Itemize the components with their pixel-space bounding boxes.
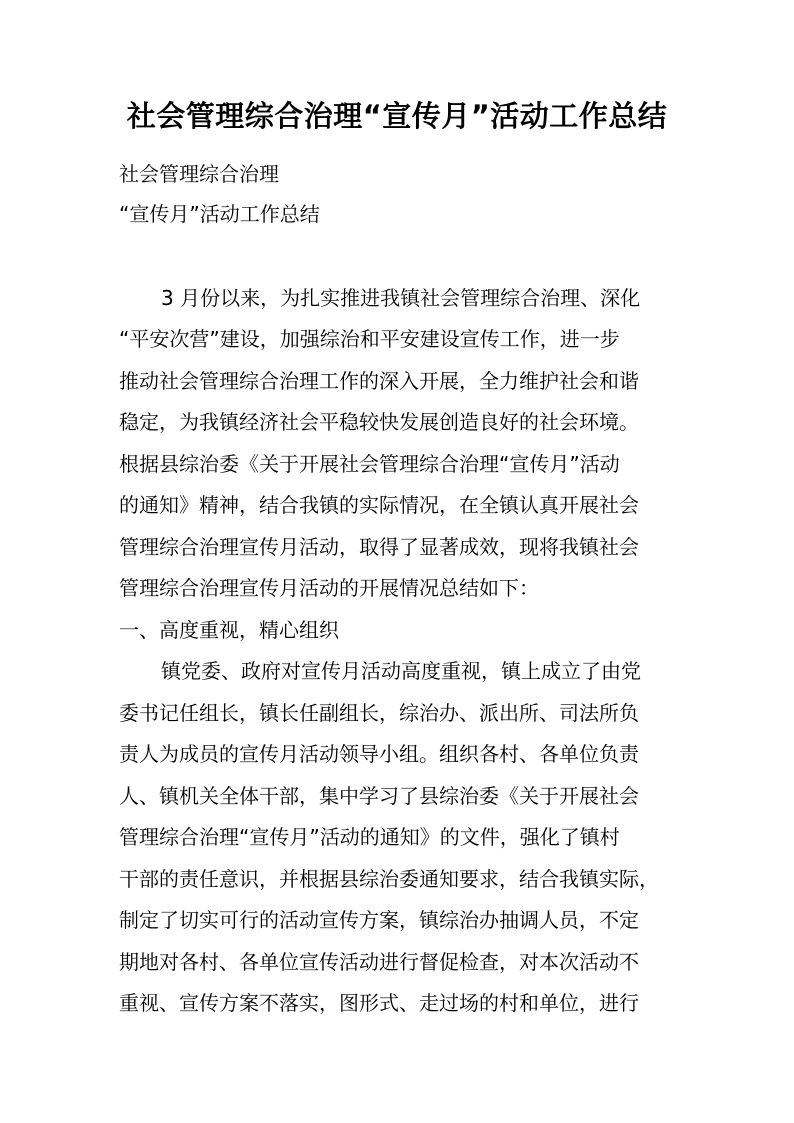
paragraph2-line: 期地对各村、各单位宣传活动进行督促检查，对本次活动不	[119, 950, 639, 974]
paragraph1-line: 推动社会管理综合治理工作的深入开展，全力维护社会和谐	[119, 369, 639, 393]
paragraph2-line: 责人为成员的宣传月活动领导小组。组织各村、各单位负责	[119, 742, 639, 766]
paragraph2-line: 管理综合治理“宣传月”活动的通知》的文件，强化了镇村	[119, 825, 620, 849]
paragraph1-line: 的通知》精神，结合我镇的实际情况，在全镇认真开展社会	[119, 493, 639, 517]
paragraph1-line: 管理综合治理宣传月活动的开展情况总结如下：	[119, 576, 539, 600]
subtitle-line-1: 社会管理综合治理	[119, 162, 279, 186]
paragraph1-line: 稳定，为我镇经济社会平稳较快发展创造良好的社会环境。	[119, 410, 639, 434]
paragraph2-line: 镇党委、政府对宣传月活动高度重视，镇上成立了由党	[161, 659, 641, 683]
paragraph2-line: 干部的责任意识，并根据县综治委通知要求，结合我镇实际，	[119, 867, 659, 891]
paragraph2-line: 人、镇机关全体干部，集中学习了县综治委《关于开展社会	[119, 784, 639, 808]
document-title: 社会管理综合治理“宣传月”活动工作总结	[126, 99, 668, 133]
paragraph1-line: 3 月份以来，为扎实推进我镇社会管理综合治理、深化	[161, 286, 641, 310]
paragraph1-line: 根据县综治委《关于开展社会管理综合治理“宣传月”活动	[119, 452, 620, 476]
section-heading: 一、高度重视，精心组织	[119, 618, 339, 642]
paragraph1-line: “平安次营”建设，加强综治和平安建设宣传工作，进一步	[119, 327, 620, 351]
paragraph2-line: 制定了切实可行的活动宣传方案，镇综治办抽调人员，不定	[119, 908, 639, 932]
paragraph2-line: 委书记任组长，镇长任副组长，综治办、派出所、司法所负	[119, 701, 639, 725]
subtitle-line-2: “宣传月”活动工作总结	[119, 202, 320, 226]
paragraph1-line: 管理综合治理宣传月活动，取得了显著成效，现将我镇社会	[119, 535, 639, 559]
paragraph2-line: 重视、宣传方案不落实，图形式、走过场的村和单位，进行	[119, 991, 639, 1015]
